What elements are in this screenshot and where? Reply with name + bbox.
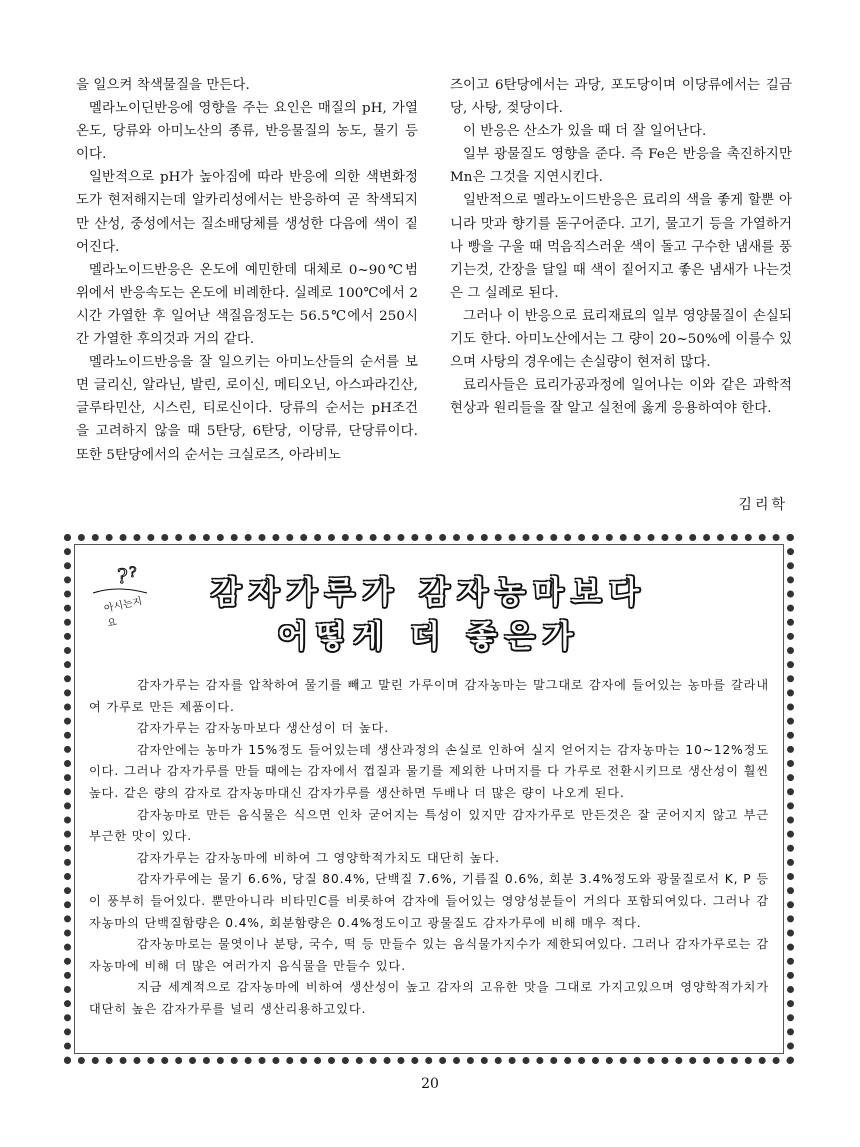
left-column [76,74,418,467]
badge [87,559,153,630]
paragraph: 즈이고 6탄당에서는 과당, 포도당이며 이당류에서는 길금당, 사탕, 젖당이다. [450,78,792,117]
sidebar-paragraph: 감자농마로 만든 음식물은 식으면 인차 굳어지는 특성이 있지만 감자가루로 만든것은 잘 굳어지지 않고 부근부근한 맛이 있다. [89,807,769,844]
badge-label: 아시는지요 [103,596,144,630]
paragraph: 일반적으로 pH가 높아짐에 따라 반응에 의한 색변화정도가 현저해지는데 알카리성에서는 반응하여 곧 착색되지만 산성, 중성에서는 질소배당체를 생성한 다음에 색이 짙어진다. [76,170,418,255]
sidebar-paragraph: 감자가루는 감자농마보다 생산성이 더 높다. [137,721,389,736]
paragraph: 멜라노이드반응은 온도에 예민한데 대체로 0~90℃범위에서 반응속도는 온도에 비례한다. 실례로 100℃에서 2시간 가열한 후 일어난 색질음정도는 56.5℃에서 250시간 가열한 후의것과 거의 같다. [76,262,418,348]
article-columns [76,74,792,467]
right-column [450,74,792,467]
sidebar-paragraph: 감자가루에는 물기 6.6%, 당질 80.4%, 단백질 7.6%, 기름질 0.6%, 회분 3.4%정도와 광물질로서 K, P 등이 풍부히 들어있다. 뿐만아니라 비타민C를 비롯하여 감자에 들어있는 영양성분들이 거의다 포함되여있다. 그러나 감자농마의 단백질함량은 0.4%, 회분함량은 0.4%정도이고 광물질도 감자가루에 비해 매우 적다. [89,872,769,930]
sidebar-paragraph: 감자농마로는 물엿이나 분탕, 국수, 떡 등 만들수 있는 음식물가지수가 제한되여있다. 그러나 감자가루로는 감자농마에 비해 더 많은 여러가지 음식물을 만들수 있다. [89,937,769,973]
paragraph: 이 반응은 산소가 있을 때 더 잘 일어난다. [463,124,707,140]
title-line-1: 감자가루가 감자농마보다 [210,575,648,611]
paragraph: 멜라노이드반응을 잘 일으키는 아미노산들의 순서를 보면 글리신, 알라닌, 발린, 로이신, 메티오닌, 아스파라긴산, 글루타민산, 시스린, 티로신이다. 당류의 순서는 pH조건을 고려하지 않을 때 5탄당, 6탄당, 이당류, 단당류이다. 또한 5탄당에서의 순서는 크실로즈, 아라비노 [76,355,418,463]
paragraph: 일부 광물질도 영향을 준다. 즉 Fe은 반응을 촉진하지만 Mn은 그것을 지연시킨다. [450,147,792,186]
sidebar-box [64,534,794,1064]
paragraph: 멜라노이딘반응에 영향을 주는 요인은 매질의 pH, 가열온도, 당류와 아미노산의 종류, 반응물질의 농도, 물기 등이다. [76,101,418,163]
sidebar-paragraph: 감자가루는 감자를 압착하여 물기를 빼고 말린 가루이며 감자농마는 말그대로 감자에 들어있는 농마를 갈라내여 가루로 만든 제품이다. [89,678,769,714]
title-line-2: 어떻게 더 좋은가 [277,619,581,655]
sidebar-paragraph: 지금 세계적으로 감자농마에 비하여 생산성이 높고 감자의 고유한 맛을 그대로 가지고있으며 영양학적가치가 대단히 높은 감자가루를 널리 생산리용하고있다. [89,980,769,1016]
sidebar-title [89,571,769,659]
paragraph: 료리사들은 료리가공과정에 일어나는 이와 같은 과학적현상과 원리들을 잘 알고 실천에 옳게 응용하여야 한다. [450,378,792,417]
page-number: 20 [421,1076,439,1092]
sidebar-paragraph: 감자가루는 감자농마에 비하여 그 영양학적가치도 대단히 높다. [137,850,500,865]
paragraph: 그러나 이 반응으로 료리재료의 일부 영양물질이 손실되기도 한다. 아미노산에서는 그 량이 20~50%에 이를수 있으며 사탕의 경우에는 손실량이 현저히 많다. [450,308,792,371]
sidebar-paragraph: 감자안에는 농마가 15%정도 들어있는데 생산과정의 손실로 인하여 실지 얻어지는 감자농마는 10~12%정도이다. 그러나 감자가루를 만들 때에는 감자에서 껍질과 물기를 제외한 나머지를 다 가루로 전환시키므로 생산성이 훨씬 높다. 같은 량의 감자로 감자농마대신 감자가루를 생산하면 두배나 더 많은 량이 나오게 된다. [89,742,769,800]
svg-text:?: ? [129,565,137,581]
paragraph: 을 일으켜 착색물질을 만든다. [76,78,250,93]
paragraph: 일반적으로 멜라노이드반응은 료리의 색을 좋게 할뿐 아니라 맛과 향기를 돋구어준다. 고기, 물고기 등을 가열하거나 빵을 구울 때 먹음직스러운 색이 돌고 구수한 냄새를 풍기는것, 간장을 달일 때 색이 짙어지고 좋은 냄새가 나는것은 그 실례로 된다. [450,193,792,301]
author-name: 김리학 [738,497,788,513]
svg-text:?: ? [117,564,128,588]
